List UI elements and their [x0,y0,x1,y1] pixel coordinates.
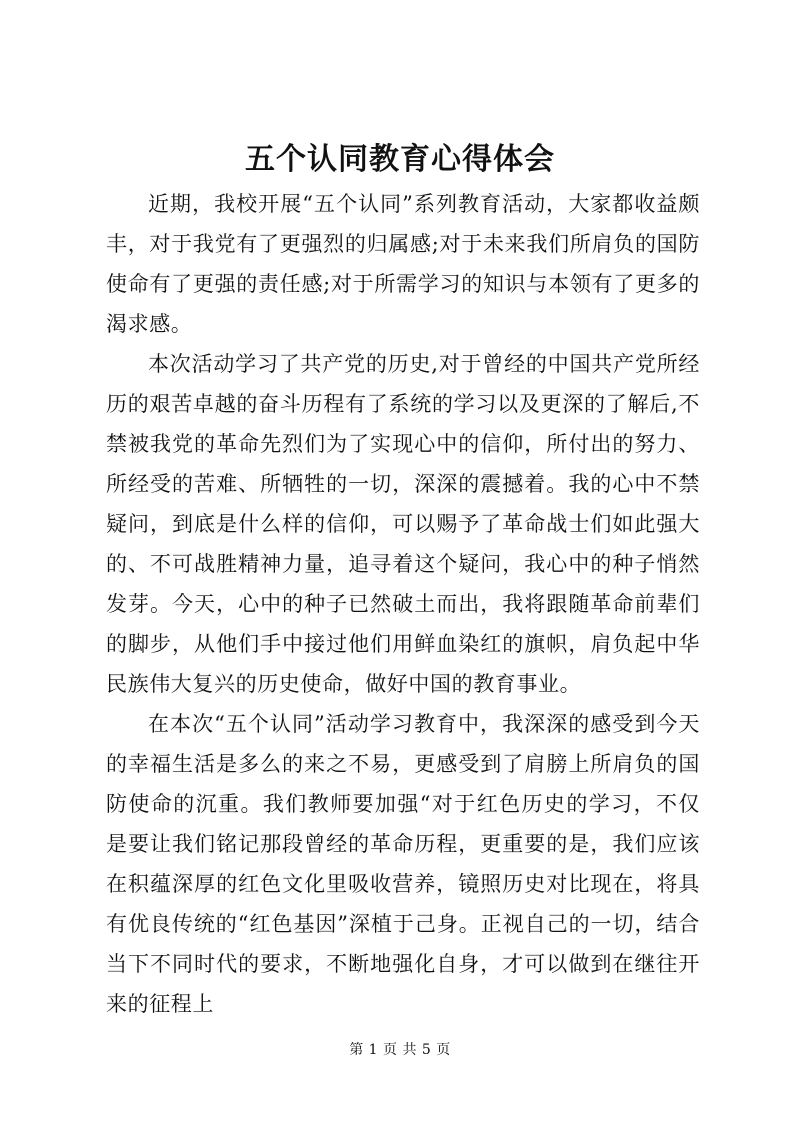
paragraph-2: 本次活动学习了共产党的历史,对于曾经的中国共产党所经历的艰苦卓越的奋斗历程有了系统的学习以及更深的了解后,不禁被我党的革命先烈们为了实现心中的信仰，所付出的努力、所经受的苦难、所牺牲的一切，深深的震撼着。我的心中不禁疑问，到底是什么样的信仰，可以赐予了革命战士们如此强大的、不可战胜精神力量，追寻着这个疑问，我心中的种子悄然发芽。今天，心中的种子已然破土而出，我将跟随革命前辈们的脚步，从他们手中接过他们用鲜血染红的旗帜，肩负起中华民族伟大复兴的历史使命，做好中国的教育事业。 [106,352,700,696]
document-body [106,184,700,1024]
paragraph-3: 在本次“五个认同”活动学习教育中，我深深的感受到今天的幸福生活是多么的来之不易，更感受到了肩膀上所肩负的国防使命的沉重。我们教师要加强“对于红色历史的学习，不仅是要让我们铭记那段曾经的革命历程，更重要的是，我们应该在积蕴深厚的红色文化里吸收营养，镜照历史对比现在，将具有优良传统的“红色基因”深植于己身。正视自己的一切，结合当下不同时代的要求，不断地强化自身，才可以做到在继往开来的征程上 [106,712,700,1016]
paragraph-1: 近期，我校开展“五个认同”系列教育活动，大家都收益颇丰，对于我党有了更强烈的归属感;对于未来我们所肩负的国防使命有了更强的责任感;对于所需学习的知识与本领有了更多的渴求感。 [106,192,700,336]
document-title: 五个认同教育心得体会 [245,142,555,177]
page-number-footer: 第 1 页 共 5 页 [349,1042,451,1058]
